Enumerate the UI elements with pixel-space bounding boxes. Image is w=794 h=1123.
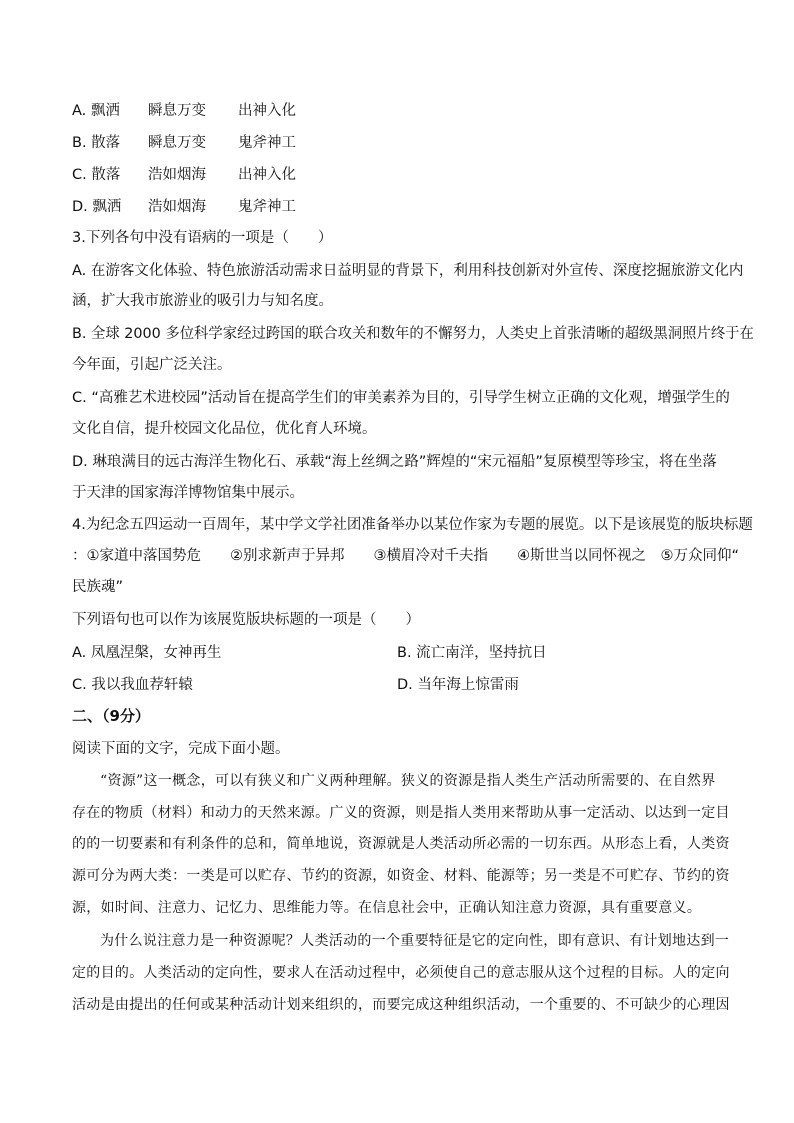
option-word: 瞬息万变: [148, 135, 206, 151]
question-3-option-c: C. “高雅艺术进校园”活动旨在提高学生们的审美素养为目的，引导学生树立正确的文化观，增强学生的: [72, 390, 730, 406]
option-word: 浩如烟海: [148, 167, 206, 183]
passage-line: “资源”这一概念，可以有狭义和广义两种理解。狭义的资源是指人类生产活动所需要的、在自然界: [100, 773, 716, 789]
option-word: 出神入化: [238, 103, 296, 119]
question-4-stem: 4.为纪念五四运动一百周年，某中学文学社团准备举办以某位作家为专题的展览。以下是该展览的版块标题: [72, 517, 753, 533]
passage-line: 为什么说注意力是一种资源呢？人类活动的一个重要特征是它的定向性，即有意识、有计划地达到一: [100, 933, 730, 949]
option-row-c: [72, 165, 296, 185]
passage-line: 活动是由提出的任何或某种活动计划来组织的，而要完成这种组织活动，一个重要的、不可缺少的心理因: [72, 997, 730, 1013]
question-3-option-d-cont: 于天津的国家海洋博物馆集中展示。: [72, 485, 304, 501]
option-label: B. 散落: [72, 135, 121, 151]
passage-line: 源可分为两大类：一类是可以贮存、节约的资源，如资金、材料、能源等；另一类是不可贮存、节约的资: [72, 868, 730, 884]
question-4-question: 下列语句也可以作为该展览版块标题的一项是（ ）: [72, 612, 420, 628]
section-instruction: 阅读下面的文字，完成下面小题。: [72, 741, 290, 757]
question-4-options-row-1: [72, 643, 547, 663]
question-3-option-a-cont: 涵，扩大我市旅游业的吸引力与知名度。: [72, 293, 333, 309]
question-3-option-b-cont: 今年面，引起广泛关注。: [72, 357, 232, 373]
section-heading: 二、（9分）: [72, 707, 150, 725]
option-label: A. 飘洒: [72, 103, 120, 119]
question-3-option-c-cont: 文化自信，提升校园文化品位，优化育人环境。: [72, 421, 377, 437]
passage-line: 的的一切要素和有利条件的总和，简单地说，资源就是人类活动所必需的一切东西。从形态上看，人类资: [72, 836, 730, 852]
option-word: 鬼斧神工: [238, 199, 296, 215]
option-label: D. 飘洒: [72, 199, 122, 215]
question-4-stem-cont: 民族魂”: [72, 579, 124, 595]
option-word: 鬼斧神工: [238, 135, 296, 151]
passage-line: 存在的物质（材料）和动力的天然来源。广义的资源，则是指人类用来帮助从事一定活动、以达到一定目: [72, 805, 730, 821]
option-label: C. 散落: [72, 167, 121, 183]
passage-line: 定的目的。人类活动的定向性，要求人在活动过程中，必须使自己的意志服从这个过程的目标。人的定向: [72, 965, 730, 981]
question-4-option-a: A. 凤凰涅槃，女神再生: [72, 645, 222, 661]
option-word: 瞬息万变: [148, 103, 206, 119]
question-4-options-row-2: [72, 675, 519, 695]
option-word: 浩如烟海: [148, 199, 206, 215]
question-3-option-a: A. 在游客文化体验、特色旅游活动需求日益明显的背景下，利用科技创新对外宣传、深度挖掘旅游文化内: [72, 263, 744, 279]
question-3-option-b: B. 全球 2000 多位科学家经过跨国的联合攻关和数年的不懈努力，人类史上首张清晰的超级黑洞照片终于在: [72, 326, 754, 342]
question-4-option-b: B. 流亡南洋，坚持抗日: [397, 645, 547, 661]
question-3-option-d: D. 琳琅满目的远古海洋生物化石、承载“海上丝绸之路”辉煌的“宋元福船”复原模型等珍宝，将在坐落: [72, 454, 717, 470]
question-4-option-c: C. 我以我血荐轩辕: [72, 677, 193, 693]
option-row-b: [72, 133, 296, 153]
option-word: 出神入化: [238, 167, 296, 183]
question-4-option-d: D. 当年海上惊雷雨: [397, 677, 519, 693]
passage-line: 源，如时间、注意力、记忆力、思维能力等。在信息社会中，正确认知注意力资源，具有重要意义。: [72, 900, 702, 916]
option-row-d: [72, 197, 296, 217]
option-row-a: [72, 101, 296, 121]
question-4-stem-cont: ：①家道中落国势危 ②别求新声于异邦 ③横眉冷对千夫指 ④斯世当以同怀视之 ⑤万众同仰“: [72, 548, 740, 564]
question-3-stem: 3.下列各句中没有语病的一项是（ ）: [72, 230, 333, 246]
